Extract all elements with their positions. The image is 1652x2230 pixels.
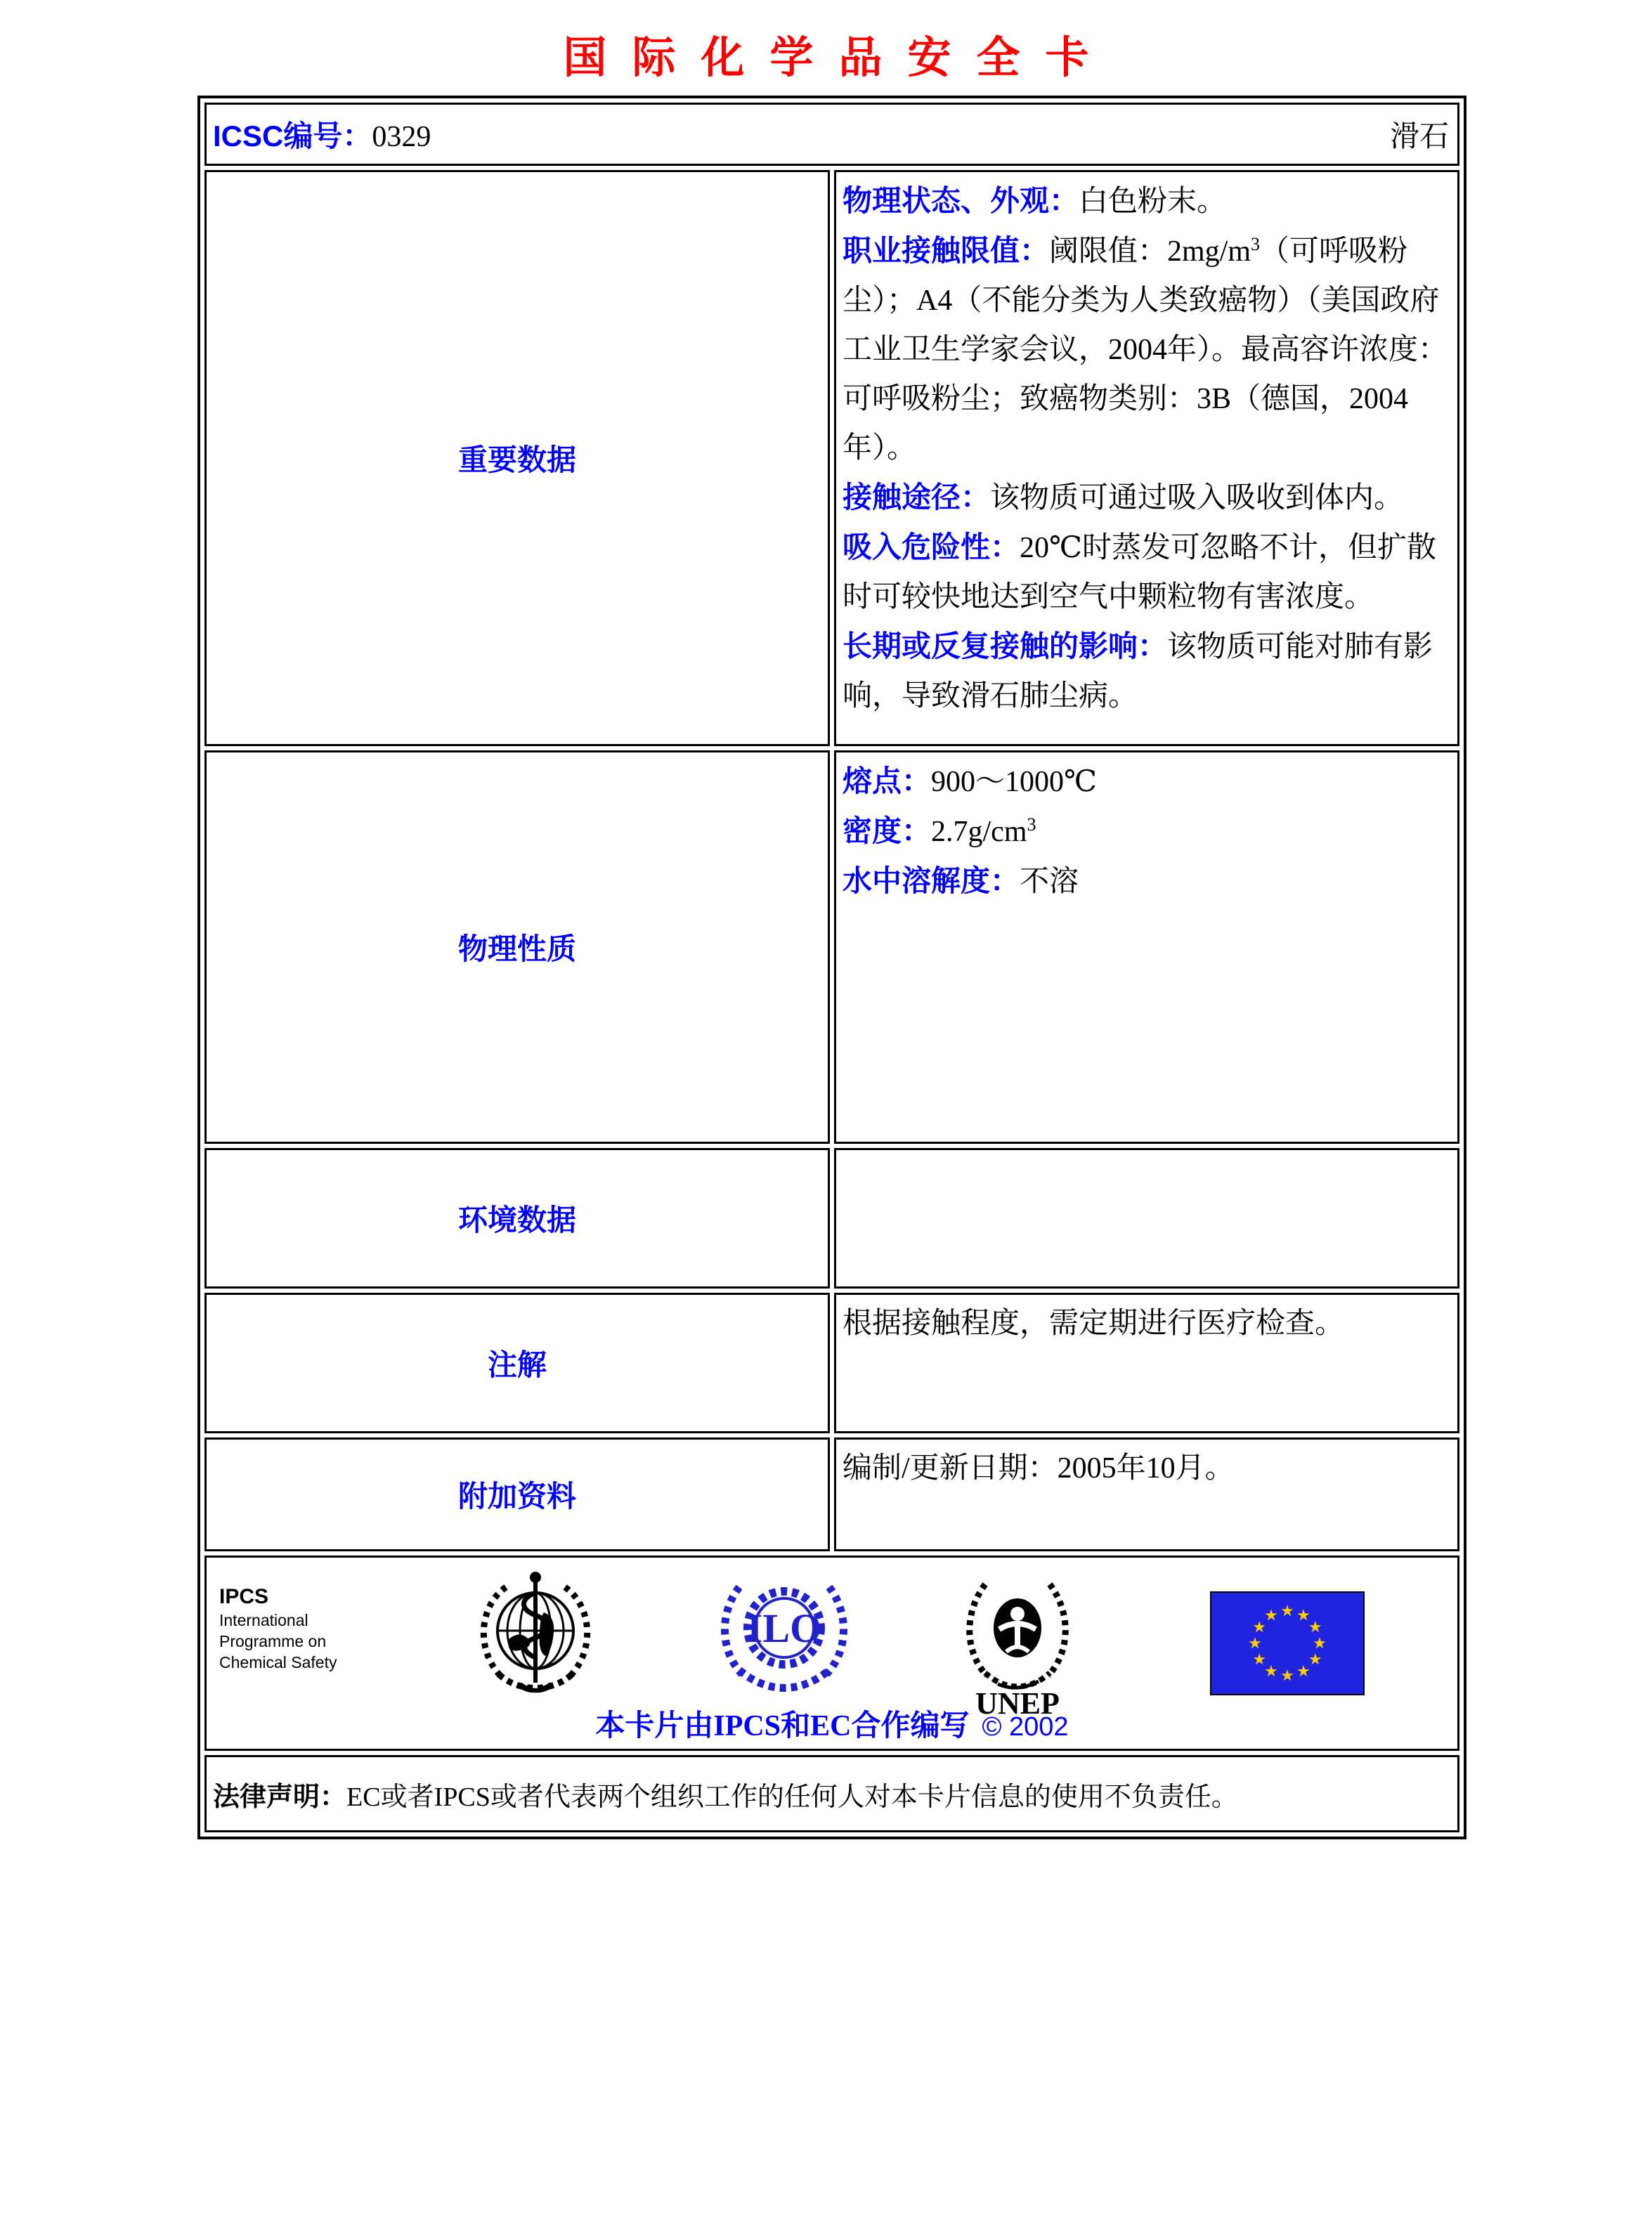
ipcs-block <box>219 1584 337 1673</box>
field-label: 吸入危险性： <box>843 530 1020 563</box>
ipcs-line: Programme on <box>219 1632 327 1650</box>
ipcs-line: International <box>219 1611 308 1629</box>
who-icon <box>465 1569 606 1704</box>
data-item-physical-state <box>843 176 1449 226</box>
field-value: 900～1000℃ <box>931 766 1097 798</box>
field-value: 该物质可能对肺有影响，导致滑石肺尘病。 <box>843 631 1433 712</box>
ipcs-acronym: IPCS <box>219 1585 269 1608</box>
section-row-environmental-data <box>204 1148 1459 1289</box>
legal-label: 法律声明： <box>213 1782 347 1812</box>
data-item-melting-point <box>843 757 1449 807</box>
section-label-important-data: 重要数据 <box>204 170 830 746</box>
cooperation-caption <box>207 1702 1457 1745</box>
additional-info-text: 编制/更新日期：2005年10月。 <box>843 1452 1235 1485</box>
field-label: 职业接触限值： <box>843 234 1050 267</box>
unep-icon <box>956 1573 1079 1719</box>
notes-text: 根据接触程度，需定期进行医疗检查。 <box>843 1308 1345 1340</box>
superscript: 3 <box>1027 814 1036 835</box>
section-label-environmental-data: 环境数据 <box>204 1148 830 1289</box>
section-content-notes <box>834 1293 1459 1433</box>
field-label: 长期或反复接触的影响： <box>843 630 1168 663</box>
section-content-environmental-data <box>834 1148 1459 1289</box>
data-item-exposure-routes <box>843 473 1449 523</box>
data-item-occupational-limits <box>843 226 1449 473</box>
data-item-density <box>843 807 1449 856</box>
icsc-card-table <box>197 96 1466 1839</box>
data-item-inhalation-risk <box>843 523 1449 622</box>
legal-cell <box>204 1755 1459 1832</box>
field-value: 阈限值：2mg/m <box>1049 235 1251 268</box>
section-content-physical-properties <box>834 750 1459 1144</box>
section-row-additional-info <box>204 1437 1459 1551</box>
superscript: 3 <box>1251 234 1261 254</box>
svg-text:UNEP: UNEP <box>975 1686 1060 1719</box>
field-value: 2.7g/cm <box>931 816 1027 848</box>
section-content-important-data <box>834 170 1459 746</box>
copyright-note: © 2002 <box>982 1712 1069 1742</box>
field-label: 水中溶解度： <box>843 864 1020 897</box>
substance-name: 滑石 <box>1389 121 1449 153</box>
field-label: 物理状态、外观： <box>843 184 1079 217</box>
ilo-icon <box>718 1572 850 1698</box>
data-item-longterm-effects <box>843 622 1449 721</box>
section-row-notes <box>204 1293 1459 1433</box>
field-value: （可呼吸粉尘）；A4（不能分类为人类致癌物）（美国政府工业卫生学家会议，2004年）。最高容许浓度：可呼吸粉尘；致癌物类别：3B（德国，2004年）。 <box>843 235 1448 464</box>
section-row-important-data <box>204 170 1459 746</box>
ipcs-line: Chemical Safety <box>219 1653 337 1671</box>
icsc-number-value: 0329 <box>372 121 431 153</box>
page-title: 国际化学品安全卡 <box>563 34 1114 82</box>
field-value: 不溶 <box>1020 866 1079 898</box>
cooperation-caption-text: 本卡片由IPCS和EC合作编写 <box>595 1710 970 1742</box>
icsc-number-label: ICSC编号： <box>213 119 372 152</box>
legal-text: EC或者IPCS或者代表两个组织工作的任何人对本卡片信息的使用不负责任。 <box>346 1782 1238 1812</box>
icsc-number-row <box>204 103 1459 166</box>
section-row-physical-properties <box>204 750 1459 1144</box>
icsc-number-group <box>213 113 431 155</box>
field-label: 密度： <box>843 814 932 847</box>
svg-text:ILO: ILO <box>746 1605 822 1651</box>
field-value: 20℃时蒸发可忽略不计，但扩散时可较快地达到空气中颗粒物有害浓度。 <box>843 532 1436 613</box>
section-label-notes: 注解 <box>204 1293 830 1433</box>
logos-cell <box>204 1556 1459 1751</box>
eu-flag-icon <box>1210 1591 1365 1695</box>
legal-row <box>204 1755 1459 1832</box>
logos-row <box>204 1556 1459 1751</box>
section-label-physical-properties: 物理性质 <box>204 750 830 1144</box>
icsc-number-cell <box>204 103 1459 166</box>
field-label: 接触途径： <box>843 481 991 514</box>
data-item-water-solubility <box>843 856 1449 906</box>
field-value: 该物质可通过吸入吸收到体内。 <box>990 482 1404 514</box>
field-label: 熔点： <box>843 764 932 797</box>
section-content-additional-info <box>834 1437 1459 1551</box>
field-value: 白色粉末。 <box>1079 185 1227 218</box>
section-label-additional-info: 附加资料 <box>204 1437 830 1551</box>
